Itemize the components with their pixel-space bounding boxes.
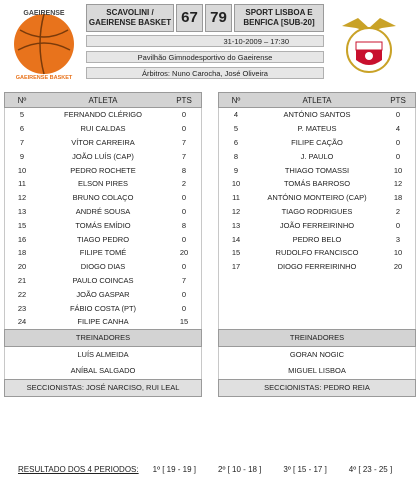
player-number: 9 [19,151,25,161]
player-name: FERNANDO CLÉRIGO [64,110,142,120]
player-name: J. PAULO [300,151,334,161]
table-row [219,287,415,301]
table-row [5,232,201,246]
player-number: 10 [231,179,241,189]
player-name: P. MATEUS [297,124,337,134]
table-row [5,260,201,274]
player-name: PEDRO ROCHETE [70,165,136,175]
player-points: 0 [181,289,187,299]
col-pts: PTS [390,95,406,105]
table-row [219,260,415,274]
player-points: 0 [181,110,187,120]
table-row [219,205,415,219]
period-scores [18,465,416,474]
team-a-roster [4,92,202,397]
player-number: 12 [231,206,241,216]
col-num: Nº [231,95,241,105]
player-number: 10 [17,165,27,175]
table-row [5,136,201,150]
player-name: DIOGO FERREIRINHO [277,262,357,272]
table-row [219,301,415,315]
period-4-score: 4º [ 23 - 25 ] [348,465,393,474]
player-name: FILIPE CANHA [77,317,129,327]
team-b-roster [218,92,416,397]
player-name: TIAGO RODRIGUES [281,206,353,216]
player-name: DIOGO DIAS [80,262,126,272]
player-points: 20 [393,262,403,272]
player-number: 24 [17,317,27,327]
player-name: RUI CALDAS [80,124,126,134]
player-name: PAULO COINCAS [72,275,134,285]
player-name: FÁBIO COSTA (PT) [69,303,137,313]
team-b-secretaries: SECCIONISTAS: PEDRO REIA [218,379,416,397]
table-row [5,218,201,232]
player-points: 7 [181,151,187,161]
player-number: 13 [231,220,241,230]
player-name: RUDOLFO FRANCISCO [275,248,359,258]
player-number: 23 [17,303,27,313]
player-number: 9 [233,165,239,175]
team-b-coach-1: GORAN NOGIC [218,347,416,363]
player-name: THIAGO TOMASSI [284,165,350,175]
player-number: 15 [231,248,241,258]
player-number: 4 [233,110,239,120]
player-name: BRUNO COLAÇO [72,193,134,203]
player-points: 0 [181,234,187,244]
col-num: Nº [17,95,27,105]
player-points: 10 [393,248,403,258]
player-number: 16 [17,234,27,244]
table-row [219,274,415,288]
team-a-coach-2: ANÍBAL SALGADO [4,363,202,379]
player-number: 6 [19,124,25,134]
player-points: 7 [181,137,187,147]
table-row [5,301,201,315]
team-a-name: SCAVOLINI / GAEIRENSE BASKET [86,4,174,32]
period-2-score: 2º [ 10 - 18 ] [218,465,262,474]
player-name: FILIPE CAÇÃO [291,137,343,147]
table-row [5,108,201,122]
player-points: 0 [181,124,187,134]
table-row [5,149,201,163]
benfica-crest-logo [334,6,404,82]
period-1-score: 1º [ 19 - 19 ] [152,465,197,474]
player-name: JOÃO FERREIRINHO [279,220,355,230]
team-a-coach-1: LUÍS ALMEIDA [4,347,202,363]
table-row [219,122,415,136]
table-row [219,315,415,329]
player-number: 18 [17,248,27,258]
player-name: FILIPE TOMÉ [79,248,127,258]
player-number: 15 [17,220,27,230]
player-points: 0 [395,220,401,230]
team-a-secretaries: SECCIONISTAS: JOSÉ NARCISO, RUI LEAL [4,379,202,397]
player-points: 8 [181,220,187,230]
table-row [5,274,201,288]
player-points: 7 [181,275,187,285]
player-number: 6 [233,137,239,147]
player-name: ANDRÉ SOUSA [75,206,131,216]
table-row [219,218,415,232]
table-row [5,315,201,329]
gaeirense-basketball-logo [6,6,82,82]
player-points: 20 [179,248,189,258]
player-name: PEDRO BELO [292,234,342,244]
player-name: VÍTOR CARREIRA [71,137,135,147]
player-points: 0 [395,110,401,120]
table-row [5,177,201,191]
player-number: 17 [231,262,241,272]
roster-header [4,92,202,108]
roster-header [218,92,416,108]
table-row [219,177,415,191]
match-venue: Pavilhão Gimnodesportivo do Gaeirense [86,51,324,63]
player-number: 13 [17,206,27,216]
col-name: ATLETA [302,95,332,105]
table-row [219,163,415,177]
team-a-score: 67 [176,4,203,32]
period-3-score: 3º [ 15 - 17 ] [283,465,327,474]
player-points: 0 [181,193,187,203]
logo-left-bottom-text: GAEIRENSE BASKET [15,75,73,81]
table-row [5,246,201,260]
table-row [219,246,415,260]
player-points: 3 [395,234,401,244]
table-row [5,191,201,205]
col-pts: PTS [176,95,192,105]
player-points: 10 [393,165,403,175]
player-points: 0 [181,303,187,313]
player-points: 12 [393,179,403,189]
logo-left-top-text: GAEIRENSE [23,10,65,17]
player-number: 11 [232,193,240,203]
player-name: ANTÓNIO SANTOS [283,110,351,120]
period-scores-label: RESULTADO DOS 4 PERIODOS: [18,465,139,474]
table-row [219,136,415,150]
player-number: 11 [18,179,26,189]
player-name: TIAGO PEDRO [76,234,130,244]
player-points: 0 [181,206,187,216]
table-row [5,122,201,136]
team-b-score: 79 [205,4,232,32]
player-number: 21 [17,275,27,285]
match-datetime: 31-10-2009 – 17:30 [86,35,324,47]
player-number: 12 [17,193,27,203]
player-points: 18 [393,193,403,203]
player-points: 15 [179,317,189,327]
player-points: 2 [181,179,187,189]
team-b-name: SPORT LISBOA E BENFICA [SUB-20] [234,4,324,32]
player-points: 0 [395,137,401,147]
player-name: TOMÁS BARROSO [283,179,351,189]
player-name: JOÃO LUÍS (CAP) [72,151,134,161]
player-number: 5 [19,110,25,120]
player-name: ANTÓNIO MONTEIRO (CAP) [267,193,367,203]
team-b-coaches-label: TREINADORES [218,329,416,347]
team-a-coaches-label: TREINADORES [4,329,202,347]
player-number: 7 [19,137,25,147]
table-row [219,108,415,122]
team-b-player-rows [218,108,416,329]
team-a-player-rows [4,108,202,329]
player-number: 5 [233,124,239,134]
player-name: JOÃO GASPAR [76,289,130,299]
table-row [219,191,415,205]
player-points: 0 [181,262,187,272]
match-referees: Árbitros: Nuno Carocha, José Oliveira [86,67,324,79]
player-points: 4 [395,124,401,134]
table-row [5,205,201,219]
team-b-coach-2: MIGUEL LISBOA [218,363,416,379]
player-name: ELSON PIRES [77,179,129,189]
player-points: 0 [395,151,401,161]
col-name: ATLETA [88,95,118,105]
table-row [219,149,415,163]
table-row [5,163,201,177]
player-number: 8 [233,151,239,161]
table-row [5,287,201,301]
player-name: TOMÁS EMÍDIO [75,220,131,230]
player-points: 2 [395,206,401,216]
player-points: 8 [181,165,187,175]
player-number: 22 [17,289,27,299]
table-row [219,232,415,246]
player-number: 14 [231,234,241,244]
player-number: 20 [17,262,27,272]
